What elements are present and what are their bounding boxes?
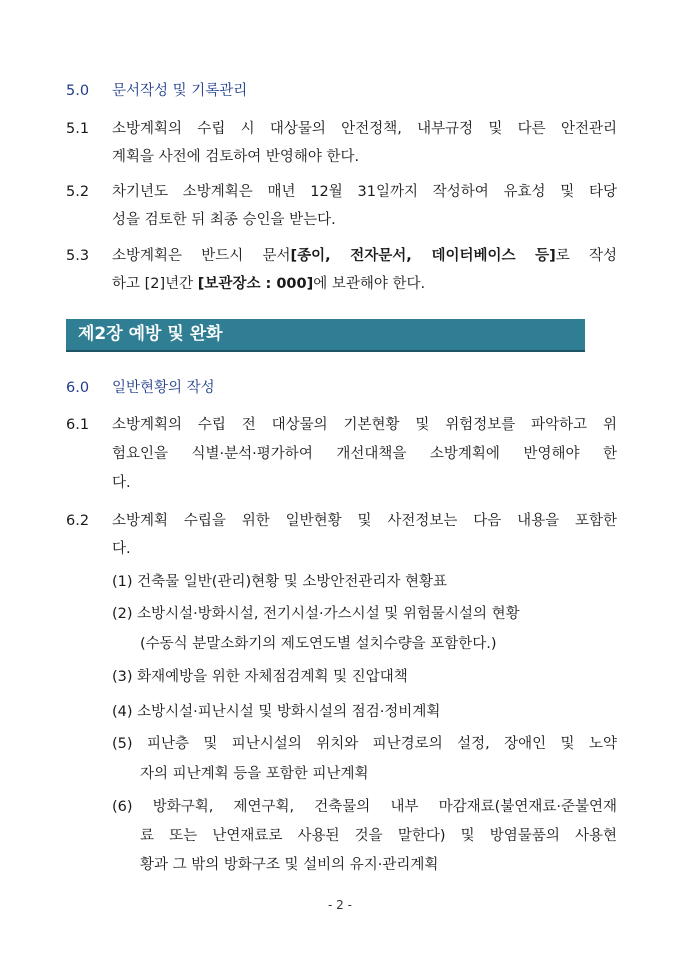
list-item-text: (3) 화재예방을 위한 자체점검계획 및 진압대책 <box>112 669 408 685</box>
paragraph-text: 성을 검토한 뒤 최종 승인을 받는다. <box>112 212 336 228</box>
list-item-text: (1) 건축물 일반(관리)현황 및 소방안전관리자 현황표 <box>112 574 448 590</box>
list-item-text: (4) 소방시설·피난시설 및 방화시설의 점검·정비계획 <box>112 704 441 720</box>
paragraph-number: 5.3 <box>66 248 90 264</box>
page-number: - 2 - <box>328 898 352 912</box>
section-number: 5.0 <box>66 83 90 99</box>
paragraph-number: 5.2 <box>66 184 90 200</box>
list-item-text: (6) 방화구획, 제연구획, 건축물의 내부 마감재료(불연재료·준불연재 <box>112 799 617 815</box>
paragraph-text: 차기년도 소방계획은 매년 12월 31일까지 작성하여 유효성 및 타당 <box>112 184 617 200</box>
list-item-text: 황과 그 밖의 방화구조 및 설비의 유지·관리계획 <box>140 857 439 873</box>
list-item-text: 료 또는 난연재료로 사용된 것을 말한다) 및 방염물품의 사용현 <box>140 828 617 844</box>
text-run: 하고 [2]년간 <box>112 276 198 292</box>
list-item-text: 자의 피난계획 등을 포함한 피난계획 <box>140 766 369 782</box>
list-item-text: (수동식 분말소화기의 제도연도별 설치수량을 포함한다.) <box>140 636 497 652</box>
paragraph-text <box>112 274 617 294</box>
emphasis-text: [종이, 전자문서, 데이터베이스 등] <box>290 248 556 264</box>
paragraph-number: 6.1 <box>66 417 90 433</box>
list-item-text: (5) 피난층 및 피난시설의 위치와 피난경로의 설정, 장애인 및 노약 <box>112 736 617 752</box>
paragraph-number: 5.1 <box>66 121 90 137</box>
text-run: 로 작성 <box>555 248 617 264</box>
list-item-text: (2) 소방시설·방화시설, 전기시설·가스시설 및 위험물시설의 현황 <box>112 606 520 622</box>
paragraph-text: 소방계획의 수립 전 대상물의 기본현황 및 위험정보를 파악하고 위 <box>112 417 617 433</box>
paragraph-text: 다. <box>112 541 131 557</box>
text-run: 소방계획은 반드시 문서 <box>112 248 291 264</box>
paragraph-text: 험요인을 식별·분석·평가하여 개선대책을 소방계획에 반영해야 한 <box>112 446 617 462</box>
section-number: 6.0 <box>66 380 90 396</box>
text-run: 에 보관해야 한다. <box>313 276 426 292</box>
emphasis-text: [보관장소 : 000] <box>197 276 314 292</box>
paragraph-text: 소방계획의 수립 시 대상물의 안전정책, 내부규정 및 다른 안전관리 <box>112 121 617 137</box>
section-title: 일반현황의 작성 <box>112 380 215 396</box>
paragraph-text: 계획을 사전에 검토하여 반영해야 한다. <box>112 149 360 165</box>
paragraph-text <box>112 246 617 266</box>
section-title: 문서작성 및 기록관리 <box>112 83 248 99</box>
paragraph-number: 6.2 <box>66 513 90 529</box>
paragraph-text: 소방계획 수립을 위한 일반현황 및 사전정보는 다음 내용을 포함한 <box>112 513 617 529</box>
chapter-banner: 제2장 예방 및 완화 <box>66 319 585 352</box>
paragraph-text: 다. <box>112 475 131 491</box>
